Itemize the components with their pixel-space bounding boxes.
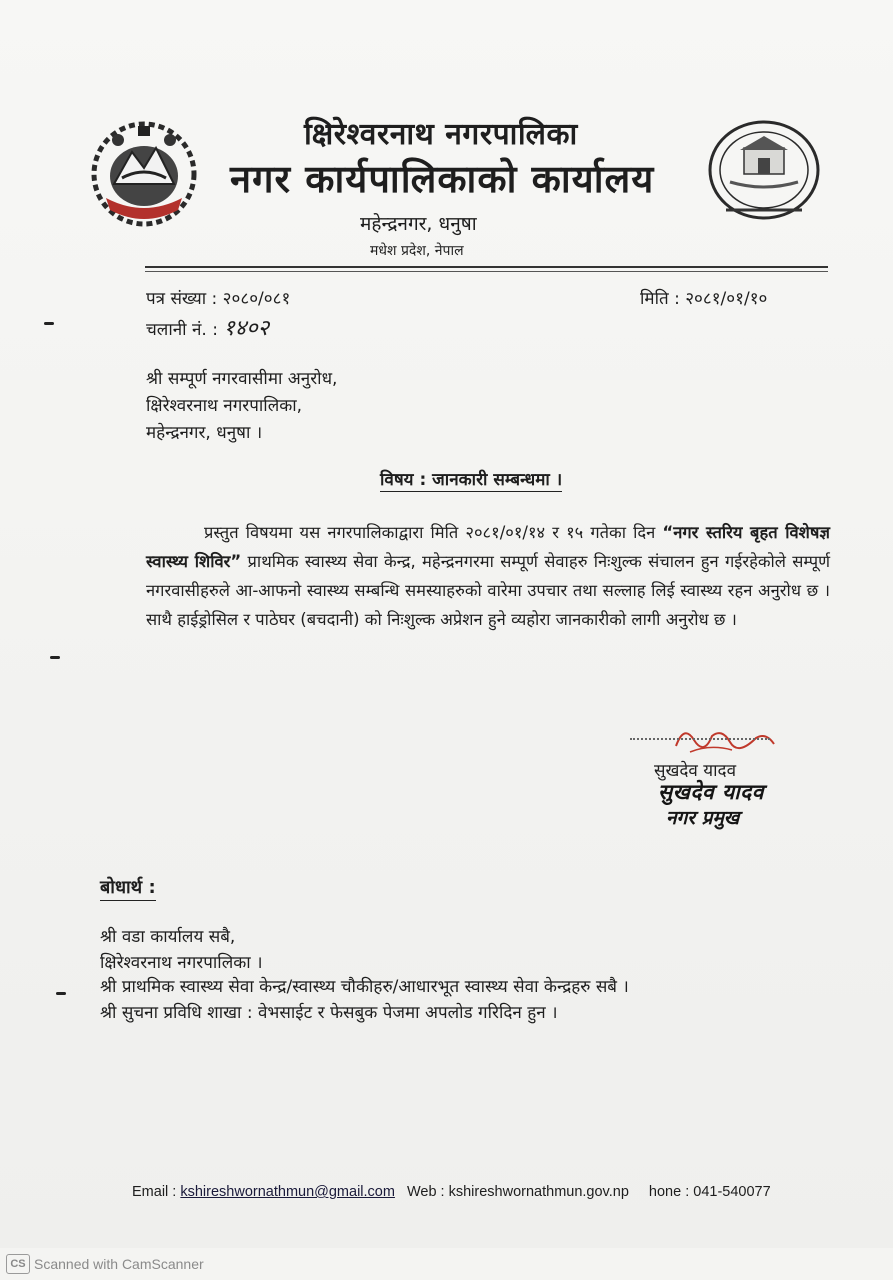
address-line-2: मधेश प्रदेश, नेपाल bbox=[370, 243, 464, 259]
body-highlight: “नगर स्तरिय बृहत विशेषज्ञ स्वास्थ्य शिविर” bbox=[146, 523, 831, 571]
signature-scrawl bbox=[670, 720, 780, 760]
office-name: नगर कार्यपालिकाको कार्यालय bbox=[230, 157, 655, 201]
margin-mark bbox=[50, 656, 60, 659]
addressee-line: महेन्द्रनगर, धनुषा । bbox=[146, 423, 263, 443]
letter-number: पत्र संख्या : २०८०/०८१ bbox=[146, 289, 291, 309]
cc-line: श्री सुचना प्रविधि शाखा : वेभसाईट र फेसबुक पेजमा अपलोड गरिदिन हुन । bbox=[100, 1003, 558, 1023]
web-label: Web : bbox=[406, 1184, 445, 1200]
letter-body bbox=[146, 518, 830, 634]
margin-mark bbox=[44, 322, 54, 325]
camscanner-logo-icon: CS bbox=[6, 1254, 30, 1274]
addressee-line: क्षिरेश्वरनाथ नगरपालिका, bbox=[146, 396, 303, 416]
cc-line: श्री वडा कार्यालय सबै, bbox=[100, 927, 236, 947]
cc-line: श्री प्राथमिक स्वास्थ्य सेवा केन्द्र/स्वास्थ्य चौकीहरु/आधारभूत स्वास्थ्य सेवा केन्द्रहरु सबै । bbox=[100, 977, 629, 997]
cc-line: क्षिरेश्वरनाथ नगरपालिका । bbox=[100, 953, 263, 973]
subject-line: विषय : जानकारी सम्बन्धमा । bbox=[380, 467, 562, 492]
addressee-line: श्री सम्पूर्ण नगरवासीमा अनुरोध, bbox=[146, 369, 338, 389]
dispatch-number bbox=[146, 312, 269, 342]
stamp-name: सुखदेव यादव bbox=[658, 780, 764, 804]
phone-value: 041-540077 bbox=[693, 1184, 771, 1200]
address-line-1: महेन्द्रनगर, धनुषा bbox=[360, 213, 477, 235]
signature-line bbox=[630, 738, 770, 740]
scanner-watermark bbox=[0, 1248, 893, 1280]
email-link[interactable]: kshireshwornathmun@gmail.com bbox=[180, 1184, 395, 1200]
header-divider bbox=[145, 266, 828, 268]
cc-heading: बोधार्थ : bbox=[100, 875, 156, 901]
letter-date: मिति : २०८१/०१/१० bbox=[640, 289, 768, 309]
email-label: Email : bbox=[132, 1184, 177, 1200]
phone-label: hone : bbox=[648, 1184, 690, 1200]
org-name: क्षिरेश्वरनाथ नगरपालिका bbox=[304, 117, 578, 152]
municipality-seal-icon bbox=[706, 118, 822, 222]
web-link[interactable]: kshireshwornathmun.gov.np bbox=[448, 1184, 629, 1200]
nepal-emblem-icon bbox=[88, 118, 200, 228]
contact-footer bbox=[132, 1184, 771, 1200]
dispatch-label: चलानी नं. : bbox=[146, 320, 218, 340]
stamp-title: नगर प्रमुख bbox=[666, 807, 740, 829]
header-divider-thin bbox=[145, 271, 828, 272]
margin-mark bbox=[56, 992, 66, 995]
dispatch-value: १४०२ bbox=[223, 316, 270, 341]
scanner-text: Scanned with CamScanner bbox=[34, 1256, 204, 1272]
body-text-part1: प्रस्तुत विषयमा यस नगरपालिकाद्वारा मिति २०८१/०१/१४ र १५ गतेका दिन bbox=[204, 523, 656, 542]
signatory-name: सुखदेव यादव bbox=[654, 761, 737, 781]
body-text-part2: प्राथमिक स्वास्थ्य सेवा केन्द्र, महेन्द्रनगरमा सम्पूर्ण सेवाहरु निःशुल्क संचालन हुन गईरहेकोले सम्पूर्ण नगरवासीहरुले आ-आफनो स्वास्थ्य सम्बन्धि समस्याहरुको वारेमा उपचार तथा सल्लाह लिई स्वास्थ्य रहन अनुरोध छ । साथै हाईड्रोसिल र पाठेघर (बचदानी) को निःशुल्क अप्रेशन हुने व्यहोरा जानकारीको लागी अनुरोध छ । bbox=[146, 552, 830, 629]
